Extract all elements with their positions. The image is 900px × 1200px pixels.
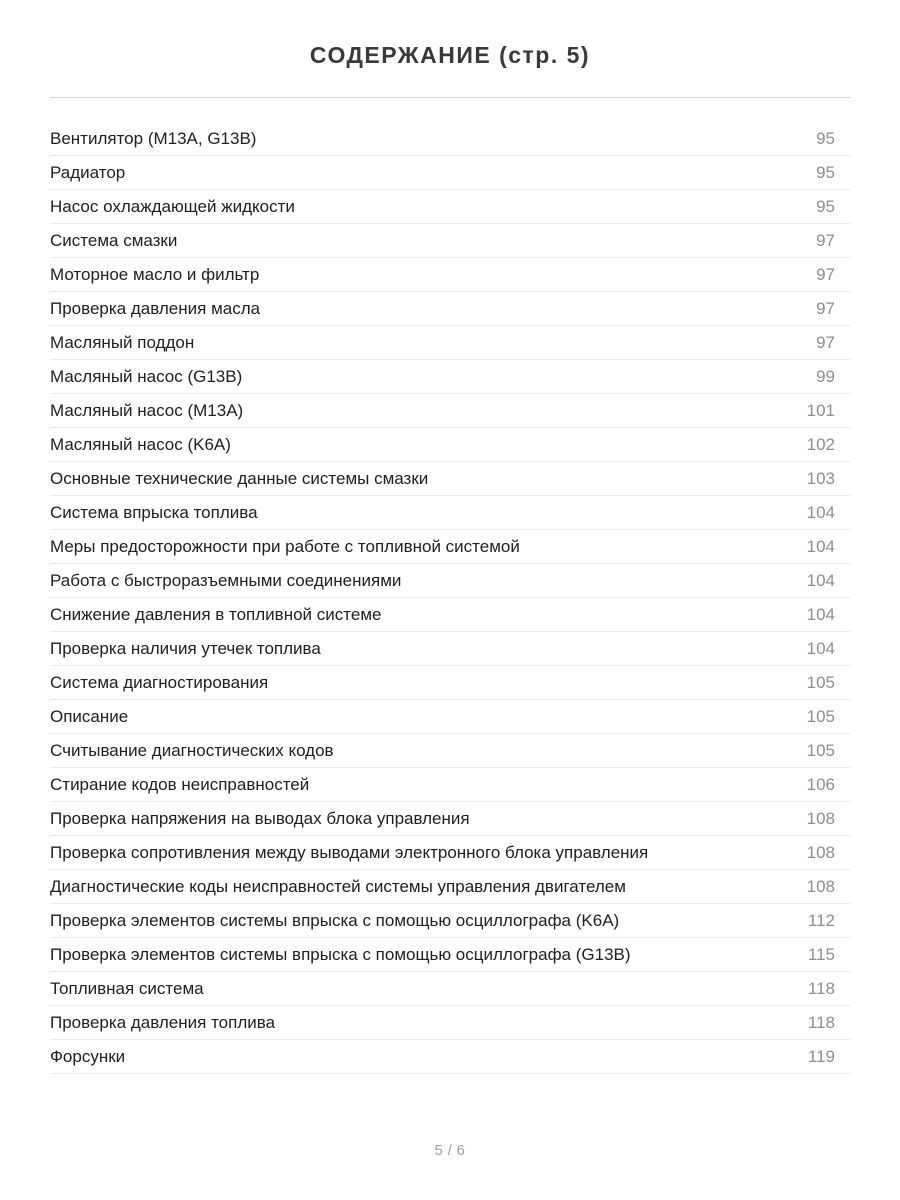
toc-entry-label: Радиатор [50,162,126,182]
toc-entry-label: Стирание кодов неисправностей [50,774,310,794]
toc-entry-page-number: 119 [807,1046,835,1066]
toc-entry-page-number: 101 [806,400,835,420]
toc-entry-label: Проверка сопротивления между выводами электронного блока управления [50,842,649,862]
toc-entry-page-number: 95 [816,196,835,216]
toc-entry-label: Считывание диагностических кодов [50,740,334,760]
toc-entry-label: Проверка элементов системы впрыска с помощью осциллографа (K6A) [50,910,620,930]
toc-entry-label: Масляный поддон [50,332,195,352]
title-divider [50,97,850,98]
toc-entry-page-number: 108 [806,808,835,828]
toc-entry-label: Меры предосторожности при работе с топливной системой [50,536,520,556]
toc-entry[interactable] [50,326,850,360]
toc-entry-page-number: 95 [816,128,835,148]
toc-entry-label: Система диагностирования [50,672,269,692]
toc-entry-page-number: 104 [806,638,835,658]
toc-entry[interactable] [50,836,850,870]
toc-entry[interactable] [50,156,850,190]
toc-entry[interactable] [50,870,850,904]
toc-entry-label: Система впрыска топлива [50,502,258,522]
toc-entry-page-number: 97 [816,264,835,284]
toc-entry[interactable] [50,292,850,326]
toc-entry[interactable] [50,666,850,700]
toc-entry-label: Основные технические данные системы смазки [50,468,429,488]
toc-entry-label: Диагностические коды неисправностей системы управления двигателем [50,876,626,896]
toc-entry-page-number: 104 [806,536,835,556]
toc-list [50,122,850,1074]
toc-entry-label: Масляный насос (K6A) [50,434,231,454]
toc-entry-label: Проверка давления масла [50,298,261,318]
toc-entry[interactable] [50,224,850,258]
toc-entry-label: Топливная система [50,978,204,998]
toc-entry[interactable] [50,802,850,836]
toc-entry[interactable] [50,734,850,768]
toc-entry-page-number: 97 [816,230,835,250]
toc-entry[interactable] [50,122,850,156]
toc-entry-page-number: 105 [806,740,835,760]
toc-entry-label: Масляный насос (G13B) [50,366,243,386]
toc-entry-label: Описание [50,706,129,726]
toc-entry-label: Моторное масло и фильтр [50,264,260,284]
toc-entry[interactable] [50,768,850,802]
toc-entry-page-number: 108 [806,876,835,896]
toc-entry[interactable] [50,632,850,666]
toc-entry-label: Насос охлаждающей жидкости [50,196,295,216]
toc-entry-page-number: 104 [806,604,835,624]
toc-entry-page-number: 105 [806,706,835,726]
toc-entry[interactable] [50,564,850,598]
toc-entry[interactable] [50,462,850,496]
toc-entry-label: Система смазки [50,230,178,250]
toc-entry-page-number: 106 [806,774,835,794]
toc-entry[interactable] [50,258,850,292]
toc-entry-page-number: 95 [816,162,835,182]
toc-entry-page-number: 97 [816,332,835,352]
toc-entry-page-number: 97 [816,298,835,318]
toc-entry[interactable] [50,904,850,938]
toc-entry[interactable] [50,938,850,972]
toc-entry-label: Работа с быстроразъемными соединениями [50,570,402,590]
toc-entry[interactable] [50,360,850,394]
toc-entry[interactable] [50,394,850,428]
toc-entry-label: Проверка давления топлива [50,1012,276,1032]
toc-entry-page-number: 104 [806,570,835,590]
toc-entry-label: Вентилятор (M13A, G13B) [50,128,257,148]
toc-entry[interactable] [50,530,850,564]
toc-entry-page-number: 103 [806,468,835,488]
toc-entry-label: Проверка элементов системы впрыска с помощью осциллографа (G13B) [50,944,631,964]
toc-entry-label: Проверка напряжения на выводах блока управления [50,808,470,828]
toc-entry-label: Форсунки [50,1046,126,1066]
toc-entry-page-number: 99 [816,366,835,386]
toc-entry-label: Снижение давления в топливной системе [50,604,382,624]
toc-entry[interactable] [50,1006,850,1040]
toc-entry-label: Масляный насос (M13A) [50,400,244,420]
toc-entry-label: Проверка наличия утечек топлива [50,638,321,658]
toc-entry-page-number: 115 [807,944,835,964]
toc-entry[interactable] [50,496,850,530]
toc-entry-page-number: 104 [806,502,835,522]
toc-entry[interactable] [50,1040,850,1074]
page-title: СОДЕРЖАНИЕ (стр. 5) [309,42,591,68]
toc-entry-page-number: 118 [807,978,835,998]
toc-entry-page-number: 105 [806,672,835,692]
toc-entry-page-number: 108 [806,842,835,862]
page-indicator: 5 / 6 [434,1143,466,1159]
toc-entry[interactable] [50,598,850,632]
toc-entry-page-number: 118 [807,1012,835,1032]
toc-entry[interactable] [50,190,850,224]
toc-entry-page-number: 112 [807,910,835,930]
toc-entry-page-number: 102 [806,434,835,454]
toc-entry[interactable] [50,428,850,462]
toc-entry[interactable] [50,972,850,1006]
toc-entry[interactable] [50,700,850,734]
